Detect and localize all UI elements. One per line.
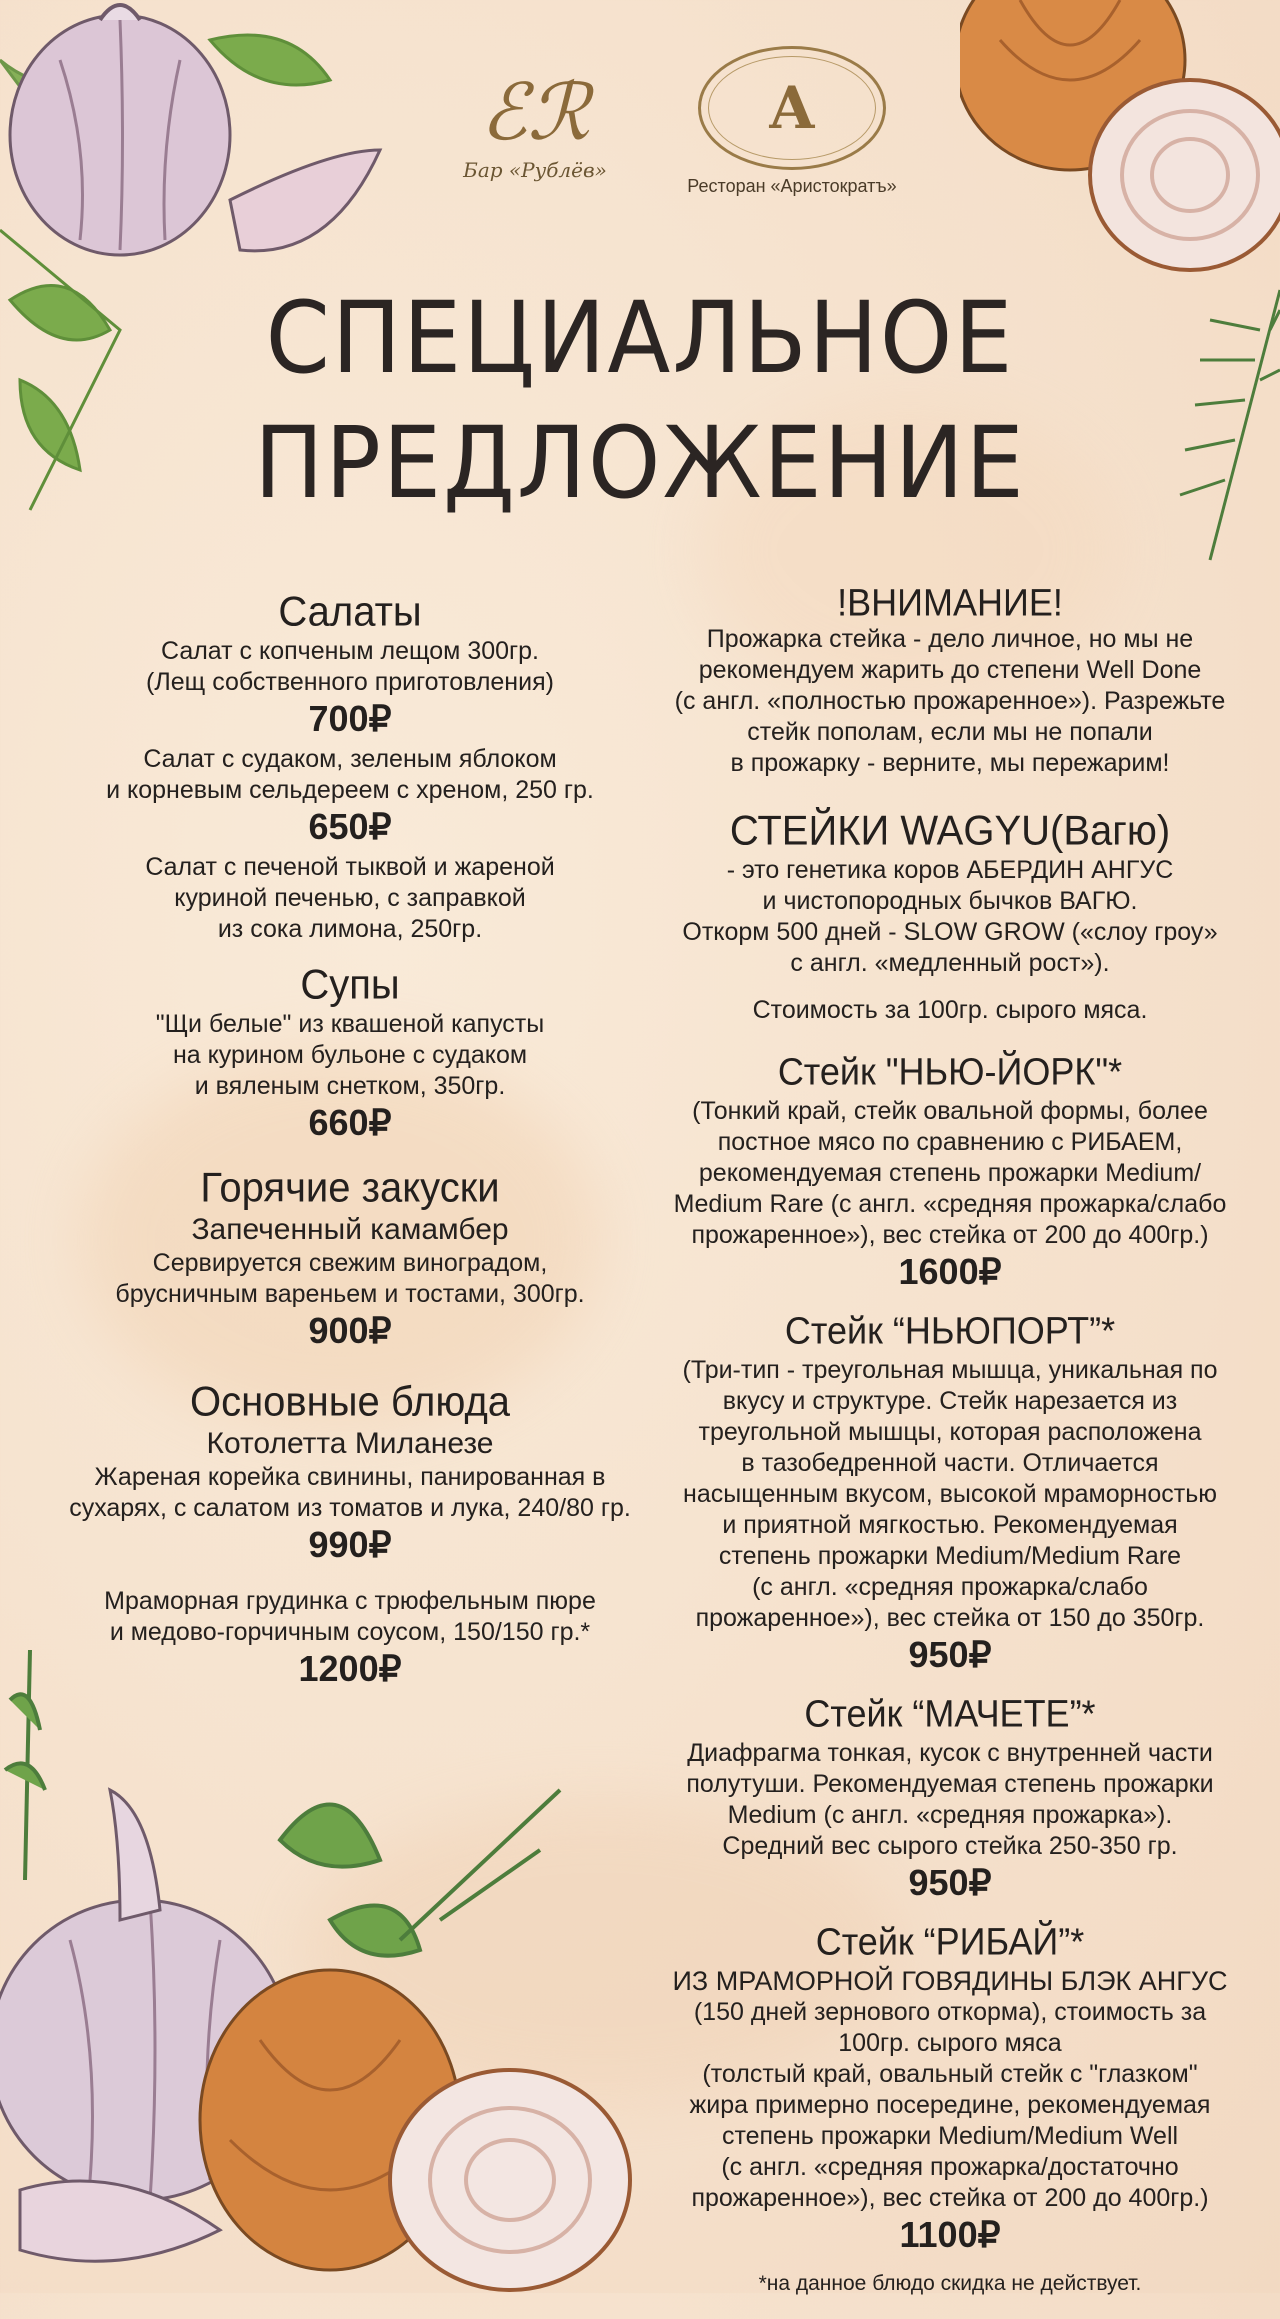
page-title-line-2: ПРЕДЛОЖЕНИЕ	[254, 405, 1026, 521]
aristokrat-name: Ресторан «Аристократъ»	[687, 176, 897, 196]
menu-item-price: 660₽	[308, 1102, 392, 1143]
bar-rublev-name: Бар «Рублёв»	[463, 158, 607, 182]
wagyu-cost-note: Стоимость за 100гр. сырого мяса.	[752, 996, 1148, 1024]
vegetables-bottom-illustration	[0, 1620, 680, 2293]
section-heading-soups: Супы	[300, 961, 400, 1009]
menu-item-description: Салат с судаком, зеленым яблоком и корневым сельдереем с хреном, 250 гр.	[106, 745, 594, 804]
menu-item-price: 950₽	[908, 1634, 992, 1675]
steak-heading-new-york: Стейк "НЬЮ-ЙОРК"*	[777, 1049, 1123, 1093]
section-heading-main-dishes: Основные блюда	[189, 1378, 511, 1426]
menu-item-price: 990₽	[308, 1524, 392, 1565]
menu-item-description: (150 дней зернового откорма), стоимость за 100гр. сырого мяса (толстый край, овальный стейк с "глазком" жира примерно посередине, рекомендуемая степень прожарки Medium/Medium Well (с англ. «средняя прожарка/достаточно прожаренное»), вес стейка от 200 до 400гр.)	[689, 1998, 1211, 2212]
menu-item-price: 950₽	[908, 1862, 992, 1903]
menu-item-price: 1100₽	[899, 2214, 1001, 2255]
menu-item-description: Салат с печеной тыквой и жареной куриной печенью, с заправкой из сока лимона, 250гр.	[145, 853, 555, 943]
section-heading-wagyu: СТЕЙКИ WAGYU(Вагю)	[729, 807, 1171, 855]
menu-item-description: Мраморная грудинка с трюфельным пюре и медово-горчичным соусом, 150/150 гр.*	[104, 1587, 596, 1646]
ribeye-subheading: ИЗ МРАМОРНОЙ ГОВЯДИНЫ БЛЭК АНГУС	[672, 1966, 1228, 1996]
page-title	[0, 276, 1280, 527]
steak-heading-ribeye: Стейк “РИБАЙ”*	[815, 1919, 1085, 1963]
menu-item-name: Котолетта Миланезе	[206, 1427, 494, 1460]
menu-item-price: 900₽	[308, 1310, 392, 1351]
warning-heading: !ВНИМАНИЕ!	[837, 580, 1063, 624]
wagyu-description: - это генетика коров АБЕРДИН АНГУС и чистопородных бычков ВАГЮ. Откорм 500 дней - SLOW GROW («слоу гроу» с англ. «медленный рост»).	[682, 856, 1218, 977]
menu-item-description: Сервируется свежим виноградом, брусничным вареньем и тостами, 300гр.	[115, 1249, 585, 1308]
steak-heading-machete: Стейк “МАЧЕТЕ”*	[804, 1691, 1096, 1735]
bar-rublev-emblem: ℰℛ	[480, 68, 590, 158]
right-menu-column	[660, 582, 1240, 2319]
menu-item-description: Салат с копченым лещом 300гр. (Лещ собственного приготовления)	[146, 637, 554, 696]
menu-item-description: (Тонкий край, стейк овальной формы, более постное мясо по сравнению с РИБАЕМ, рекомендуемая степень прожарки Medium/ Medium Rare (с англ. «средняя прожарка/слабо прожаренное»), вес стейка от 200 до 400гр.)	[673, 1097, 1227, 1249]
menu-item-price: 650₽	[308, 806, 392, 847]
warning-text: Прожарка стейка - дело личное, но мы не рекомендуем жарить до степени Well Done (с англ. «полностью прожаренное»). Разрежьте стейк пополам, если мы не попали в прожарку - верните, мы пережарим!	[674, 625, 1226, 777]
menu-item-price: 1600₽	[898, 1251, 1002, 1292]
steak-heading-newport: Стейк “НЬЮПОРТ”*	[784, 1308, 1116, 1352]
section-heading-hot-appetizers: Горячие закуски	[200, 1164, 500, 1212]
bar-rublev-logo	[430, 68, 640, 182]
menu-item-description: (Три-тип - треугольная мышца, уникальная по вкусу и структуре. Стейк нарезается из треугольной мышцы, которая расположена в тазобедренной части. Отличается насыщенным вкусом, высокой мраморностью и приятной мягкостью. Рекомендуемая степень прожарки Medium/Medium Rare (с англ. «средняя прожарка/слабо прожаренное»), вес стейка от 150 до 350гр.	[682, 1356, 1218, 1632]
page-title-line-1: СПЕЦИАЛЬНОЕ	[265, 280, 1015, 396]
aristokrat-monogram: А	[768, 74, 816, 142]
left-menu-column	[50, 588, 650, 1694]
aristokrat-emblem	[698, 46, 886, 170]
brand-header	[0, 40, 1280, 220]
menu-item-description: "Щи белые" из квашеной капусты на курином бульоне с судаком и вяленым снетком, 350гр.	[155, 1010, 545, 1100]
menu-item-name: Запеченный камамбер	[191, 1213, 509, 1246]
section-heading-salads: Салаты	[278, 588, 422, 636]
discount-footnote: *на данное блюдо скидка не действует.	[758, 2272, 1142, 2295]
menu-item-description: Диафрагма тонкая, кусок с внутренней части полутуши. Рекомендуемая степень прожарки Medium (с англ. «средняя прожарка»). Средний вес сырого стейка 250-350 гр.	[686, 1739, 1214, 1860]
aristokrat-logo	[672, 46, 912, 197]
menu-item-price: 700₽	[308, 698, 392, 739]
menu-item-description: Жареная корейка свинины, панированная в сухарях, с салатом из томатов и лука, 240/80 гр.	[69, 1463, 631, 1522]
menu-item-price: 1200₽	[298, 1648, 402, 1689]
